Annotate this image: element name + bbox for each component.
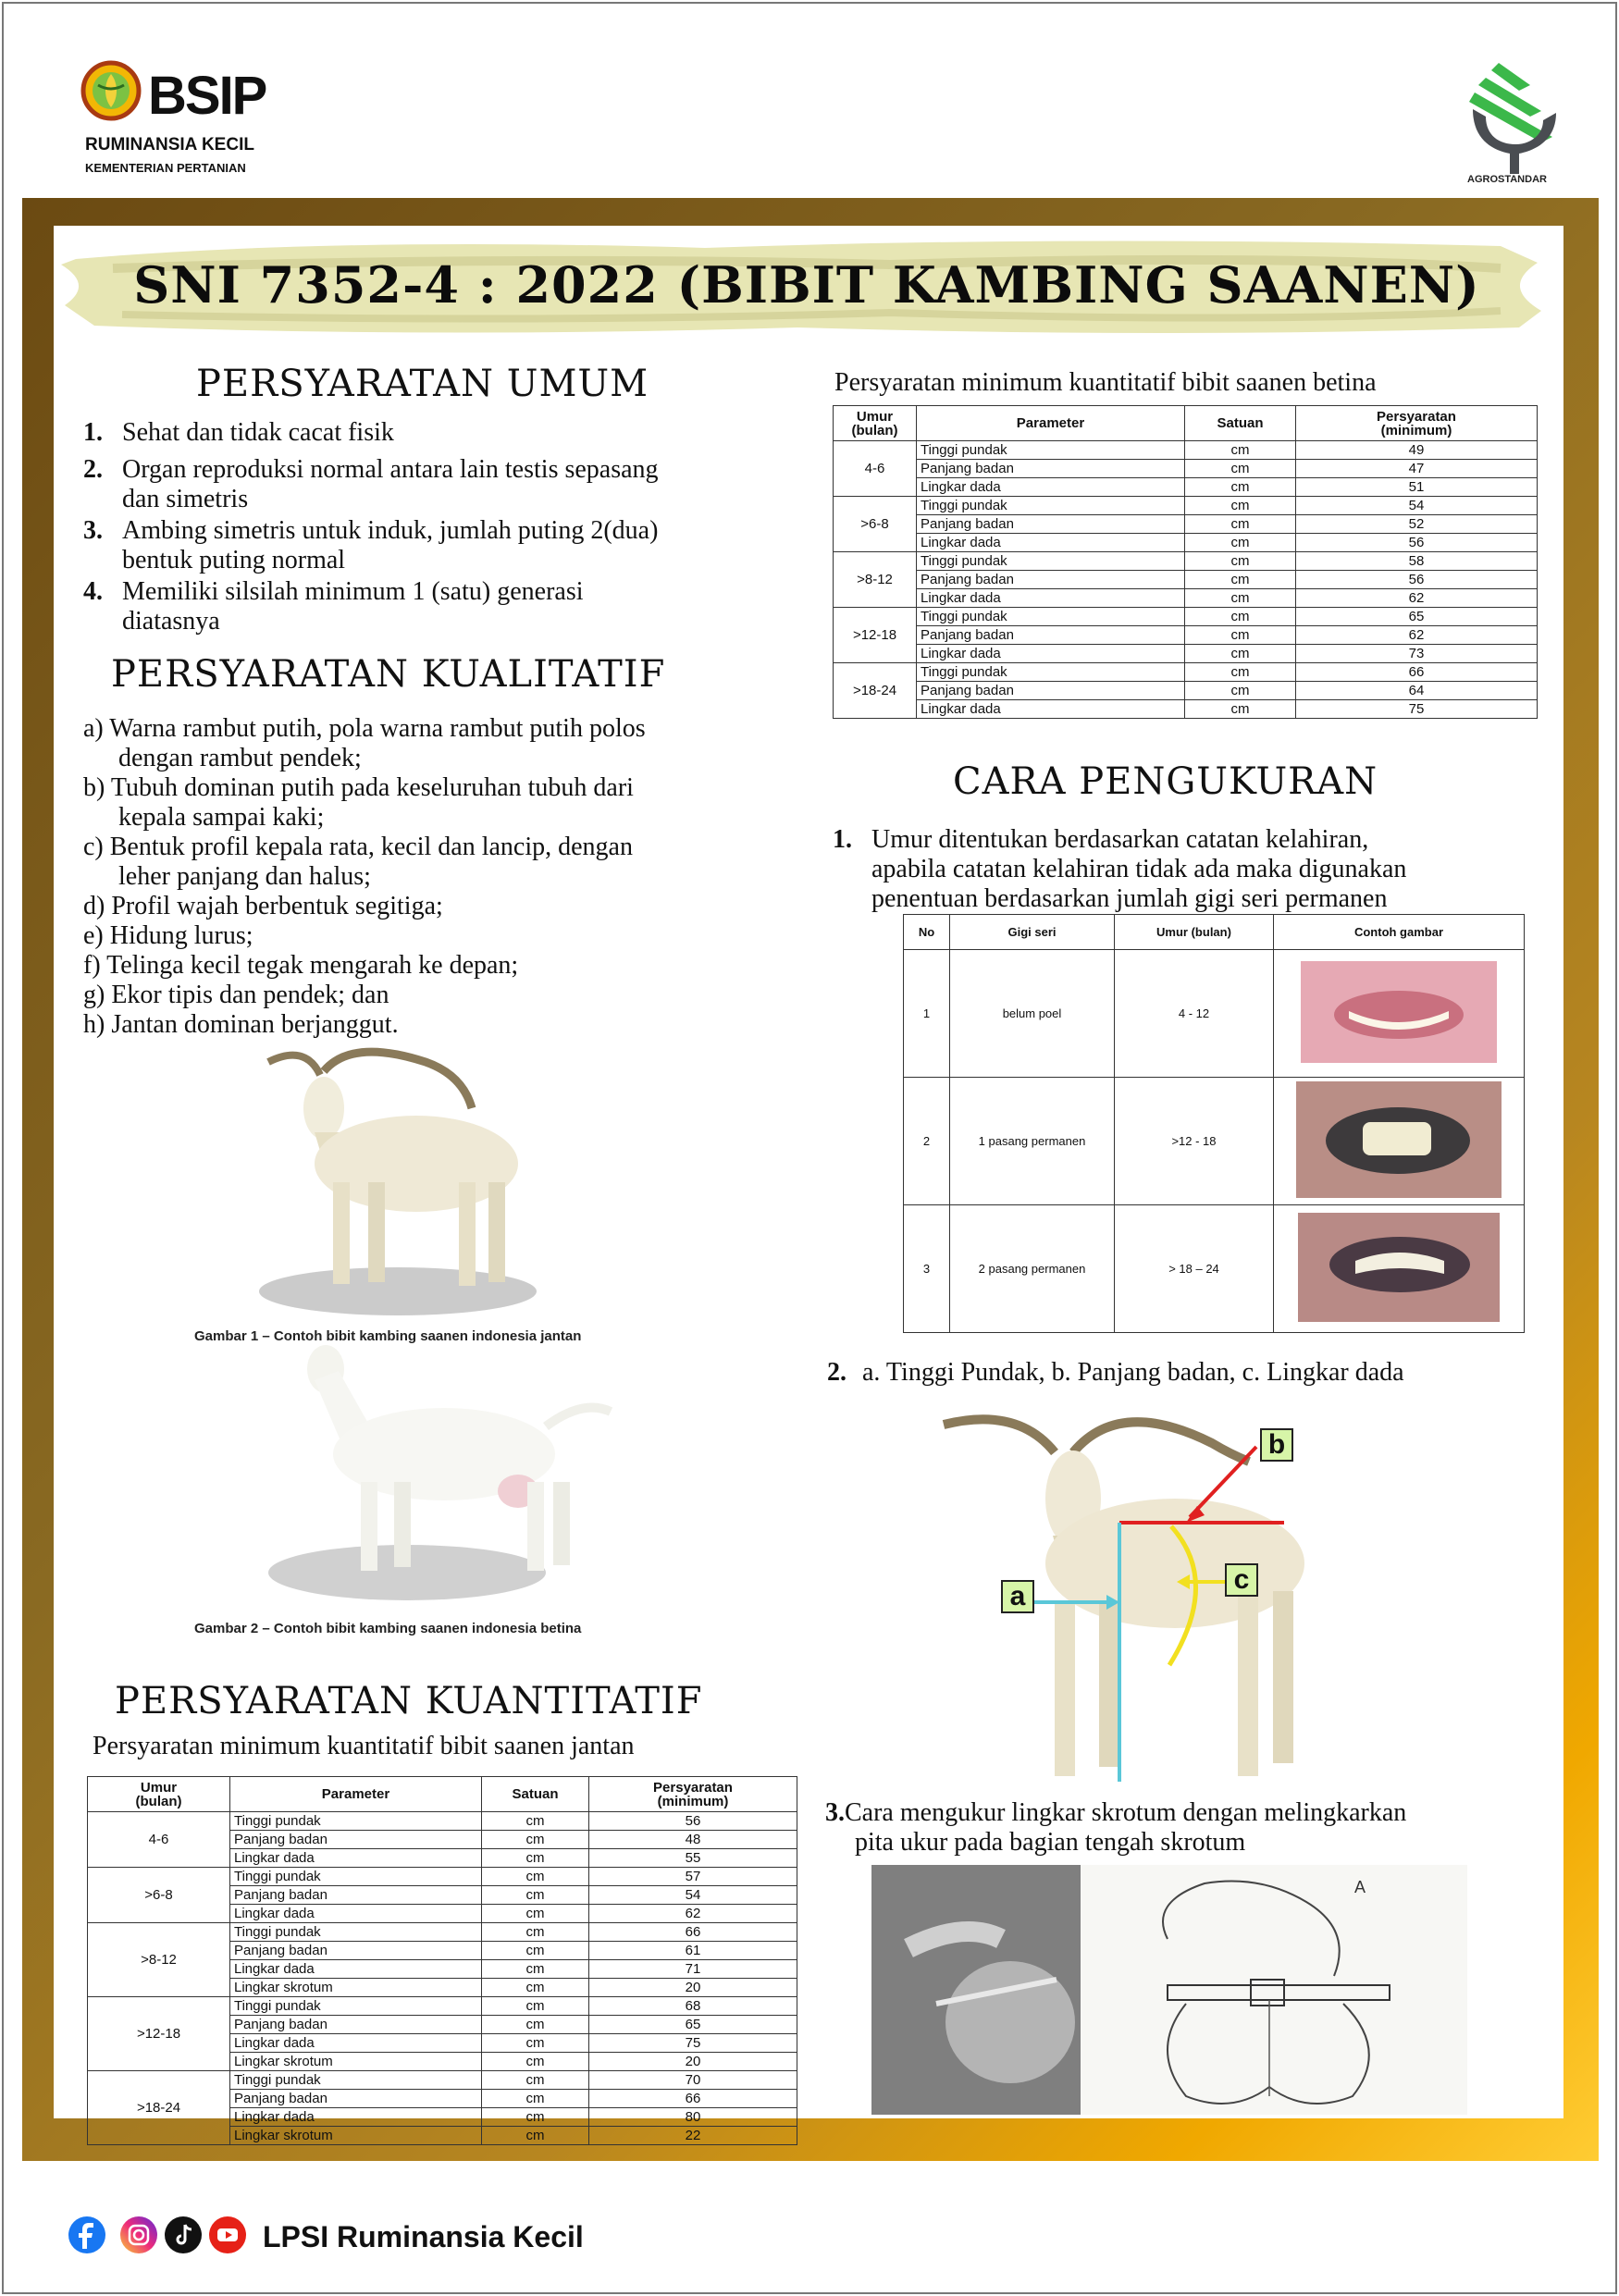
table-row — [834, 589, 1538, 608]
parameter-cell: Panjang badan — [917, 626, 1185, 645]
youtube-icon[interactable] — [209, 2216, 246, 2253]
unit-cell: cm — [482, 2090, 589, 2108]
table-row — [904, 950, 1525, 1078]
footer-org-name: LPSI Ruminansia Kecil — [263, 2220, 584, 2253]
table-row — [88, 1997, 797, 2016]
unit-cell: cm — [482, 1812, 589, 1831]
table-header — [88, 1777, 230, 1812]
umum-item-3 — [83, 516, 731, 575]
umum-item-text-cont: bentuk puting normal — [122, 546, 346, 574]
teeth-umur: 4 - 12 — [1115, 950, 1274, 1078]
table-header-text: Satuan — [1217, 415, 1264, 431]
umum-list — [83, 418, 731, 636]
parameter-cell: Lingkar dada — [230, 2108, 482, 2127]
org-subtitle: RUMINANSIA KECIL — [85, 135, 254, 154]
umum-item-2 — [83, 455, 731, 514]
unit-cell: cm — [1185, 571, 1296, 589]
unit-cell: cm — [482, 1868, 589, 1886]
cara-item-2-number: 2. — [827, 1358, 847, 1387]
parameter-cell: Tinggi pundak — [230, 1997, 482, 2016]
age-cell: >12-18 — [88, 1997, 230, 2071]
minimum-cell: 47 — [1296, 460, 1538, 478]
minimum-cell: 22 — [589, 2127, 797, 2145]
table-row — [834, 571, 1538, 589]
parameter-cell: Lingkar dada — [917, 478, 1185, 497]
tiktok-icon[interactable] — [165, 2216, 202, 2253]
table-header-text: Umur — [856, 408, 894, 425]
minimum-cell: 62 — [589, 1905, 797, 1923]
unit-cell: cm — [1185, 645, 1296, 663]
parameter-cell: Panjang badan — [230, 2090, 482, 2108]
table-row — [834, 626, 1538, 645]
unit-cell: cm — [1185, 460, 1296, 478]
kualitatif-item — [83, 892, 805, 921]
org-ministry: KEMENTERIAN PERTANIAN — [85, 161, 246, 175]
scrotum-measurement-images — [871, 1865, 1467, 2115]
facebook-icon[interactable] — [68, 2216, 105, 2253]
minimum-cell: 48 — [589, 1831, 797, 1849]
kualitatif-item-text: h) Jantan dominan berjanggut. — [83, 1010, 399, 1039]
unit-cell: cm — [1185, 682, 1296, 700]
unit-cell: cm — [482, 1979, 589, 1997]
unit-cell: cm — [482, 1942, 589, 1960]
table-row — [834, 534, 1538, 552]
cara-item-1-text: apabila catatan kelahiran tidak ada maka digunakan — [871, 855, 1407, 883]
umum-item-1 — [83, 418, 731, 448]
agrostandar-label: AGROSTANDAR — [1467, 174, 1547, 185]
table-row — [834, 441, 1538, 460]
umum-item-number: 1. — [83, 418, 103, 447]
unit-cell: cm — [482, 2053, 589, 2071]
umum-item-number: 2. — [83, 455, 103, 484]
minimum-cell: 49 — [1296, 441, 1538, 460]
minimum-cell: 73 — [1296, 645, 1538, 663]
minimum-cell: 66 — [589, 1923, 797, 1942]
cara-item-1 — [833, 825, 1554, 914]
teeth-gigi: 1 pasang permanen — [950, 1078, 1115, 1205]
age-cell: >6-8 — [88, 1868, 230, 1923]
kualitatif-heading: PERSYARATAN KUALITATIF — [111, 653, 666, 696]
unit-cell: cm — [1185, 534, 1296, 552]
unit-cell: cm — [482, 1960, 589, 1979]
table-header-text: (minimum) — [1380, 422, 1452, 438]
age-cell: >18-24 — [88, 2071, 230, 2145]
table-row — [834, 663, 1538, 682]
teeth-gigi: belum poel — [950, 950, 1115, 1078]
minimum-cell: 54 — [1296, 497, 1538, 515]
umum-item-text: Organ reproduksi normal antara lain testis sepasang — [122, 455, 659, 484]
umum-item-text: Memiliki silsilah minimum 1 (satu) generasi — [122, 577, 584, 606]
table-header-text: Parameter — [1016, 415, 1085, 431]
kualitatif-item — [83, 951, 805, 981]
table-header-text: (bulan) — [135, 1793, 182, 1809]
unit-cell: cm — [482, 2127, 589, 2145]
minimum-cell: 57 — [589, 1868, 797, 1886]
measure-label-b: b — [1260, 1428, 1293, 1462]
unit-cell: cm — [482, 1831, 589, 1849]
age-cell: >8-12 — [88, 1923, 230, 1997]
unit-cell: cm — [482, 2108, 589, 2127]
parameter-cell: Tinggi pundak — [917, 497, 1185, 515]
teeth-gigi: 2 pasang permanen — [950, 1205, 1115, 1333]
cara-item-3-number: 3. — [825, 1798, 845, 1827]
measurement-goat-diagram — [934, 1406, 1369, 1795]
minimum-cell: 66 — [589, 2090, 797, 2108]
teeth-no: 3 — [904, 1205, 950, 1333]
unit-cell: cm — [482, 2016, 589, 2034]
parameter-cell: Panjang badan — [230, 1942, 482, 1960]
minimum-cell: 20 — [589, 2053, 797, 2071]
age-cell: 4-6 — [88, 1812, 230, 1868]
table-header — [834, 406, 917, 441]
unit-cell: cm — [1185, 441, 1296, 460]
instagram-icon[interactable] — [120, 2216, 157, 2253]
table-row — [88, 1812, 797, 1831]
cara-item-1-number: 1. — [833, 825, 852, 854]
kualitatif-item — [83, 833, 805, 892]
cara-item-3-text: Cara mengukur lingkar skrotum dengan melingkarkan — [845, 1798, 1407, 1827]
cara-item-1-text: Umur ditentukan berdasarkan catatan kelahiran, — [871, 825, 1369, 854]
table-header-text: Persyaratan — [653, 1779, 733, 1796]
parameter-cell: Tinggi pundak — [917, 441, 1185, 460]
parameter-cell: Tinggi pundak — [230, 1923, 482, 1942]
parameter-cell: Panjang badan — [230, 1831, 482, 1849]
kualitatif-item-text-cont: leher panjang dan halus; — [118, 862, 371, 891]
cara-item-3 — [825, 1798, 1584, 1858]
teeth-header-contoh: Contoh gambar — [1274, 915, 1525, 950]
age-cell: >8-12 — [834, 552, 917, 608]
minimum-cell: 54 — [589, 1886, 797, 1905]
measure-label-a: a — [1001, 1580, 1034, 1613]
age-cell: >12-18 — [834, 608, 917, 663]
parameter-cell: Lingkar skrotum — [230, 2127, 482, 2145]
unit-cell: cm — [482, 2034, 589, 2053]
unit-cell: cm — [1185, 663, 1296, 682]
table-row — [904, 1078, 1525, 1205]
table-header-text: Parameter — [321, 1786, 390, 1802]
table-row — [834, 700, 1538, 719]
unit-cell: cm — [482, 1997, 589, 2016]
unit-cell: cm — [1185, 608, 1296, 626]
kualitatif-item-text: a) Warna rambut putih, pola warna rambut putih polos — [83, 714, 646, 743]
kualitatif-item-text-cont: kepala sampai kaki; — [118, 803, 325, 832]
figure-1-caption: Gambar 1 – Contoh bibit kambing saanen indonesia jantan — [194, 1328, 582, 1344]
teeth-photo-cell — [1274, 1078, 1525, 1205]
table-header — [482, 1777, 589, 1812]
kualitatif-item-text: g) Ekor tipis dan pendek; dan — [83, 981, 389, 1009]
minimum-cell: 56 — [589, 1812, 797, 1831]
kualitatif-item — [83, 981, 805, 1010]
minimum-cell: 55 — [589, 1849, 797, 1868]
kualitatif-item-text: c) Bentuk profil kepala rata, kecil dan lancip, dengan — [83, 833, 633, 861]
betina-requirements-table — [833, 405, 1538, 719]
table-header — [917, 406, 1185, 441]
umum-item-text-cont: dan simetris — [122, 485, 249, 513]
table-row — [88, 1868, 797, 1886]
agrostandar-logo-icon — [1464, 57, 1565, 178]
male-goat-image — [241, 1043, 574, 1321]
minimum-cell: 56 — [1296, 534, 1538, 552]
teeth-age-table — [903, 914, 1525, 1333]
parameter-cell: Tinggi pundak — [230, 1868, 482, 1886]
teeth-no: 1 — [904, 950, 950, 1078]
minimum-cell: 58 — [1296, 552, 1538, 571]
unit-cell: cm — [1185, 700, 1296, 719]
minimum-cell: 75 — [589, 2034, 797, 2053]
teeth-umur: > 18 – 24 — [1115, 1205, 1274, 1333]
table-row — [834, 515, 1538, 534]
umum-item-text: Ambing simetris untuk induk, jumlah puting 2(dua) — [122, 516, 659, 545]
minimum-cell: 61 — [589, 1942, 797, 1960]
cara-item-1-text: penentuan berdasarkan jumlah gigi seri permanen — [871, 884, 1388, 913]
parameter-cell: Lingkar dada — [917, 589, 1185, 608]
unit-cell: cm — [1185, 515, 1296, 534]
parameter-cell: Lingkar dada — [230, 1905, 482, 1923]
umum-item-4 — [83, 577, 731, 636]
minimum-cell: 65 — [589, 2016, 797, 2034]
umum-item-text: Sehat dan tidak cacat fisik — [122, 418, 394, 447]
minimum-cell: 52 — [1296, 515, 1538, 534]
parameter-cell: Lingkar skrotum — [230, 2053, 482, 2071]
parameter-cell: Panjang badan — [230, 1886, 482, 1905]
cara-item-3-text: pita ukur pada bagian tengah skrotum — [855, 1828, 1246, 1857]
unit-cell: cm — [1185, 478, 1296, 497]
figure-2-caption: Gambar 2 – Contoh bibit kambing saanen indonesia betina — [194, 1621, 582, 1636]
parameter-cell: Panjang badan — [917, 460, 1185, 478]
unit-cell: cm — [482, 2071, 589, 2090]
kualitatif-item — [83, 921, 805, 951]
parameter-cell: Lingkar dada — [917, 700, 1185, 719]
teeth-photo-cell — [1274, 1205, 1525, 1333]
unit-cell: cm — [482, 1923, 589, 1942]
minimum-cell: 20 — [589, 1979, 797, 1997]
table-row — [834, 682, 1538, 700]
parameter-cell: Tinggi pundak — [230, 2071, 482, 2090]
table-header-text: Persyaratan — [1377, 408, 1456, 425]
cara-item-2-text: a. Tinggi Pundak, b. Panjang badan, c. Lingkar dada — [862, 1358, 1404, 1387]
cara-item-2 — [827, 1358, 1404, 1388]
table-row — [88, 1923, 797, 1942]
minimum-cell: 71 — [589, 1960, 797, 1979]
minimum-cell: 56 — [1296, 571, 1538, 589]
minimum-cell: 75 — [1296, 700, 1538, 719]
measure-label-c: c — [1225, 1563, 1258, 1597]
minimum-cell: 68 — [589, 1997, 797, 2016]
table-row — [834, 645, 1538, 663]
minimum-cell: 66 — [1296, 663, 1538, 682]
table-row — [88, 2071, 797, 2090]
jantan-requirements-table — [87, 1776, 797, 2145]
kualitatif-item-text-cont: dengan rambut pendek; — [118, 744, 362, 772]
table-row — [834, 460, 1538, 478]
kualitatif-item-text: e) Hidung lurus; — [83, 921, 253, 950]
parameter-cell: Lingkar dada — [230, 2034, 482, 2053]
umum-item-number: 4. — [83, 577, 103, 606]
kualitatif-item — [83, 773, 805, 833]
parameter-cell: Tinggi pundak — [230, 1812, 482, 1831]
table-header — [589, 1777, 797, 1812]
teeth-umur: >12 - 18 — [1115, 1078, 1274, 1205]
teeth-photo-1 — [1301, 961, 1497, 1063]
teeth-photo-cell — [1274, 950, 1525, 1078]
minimum-cell: 51 — [1296, 478, 1538, 497]
unit-cell: cm — [482, 1849, 589, 1868]
umum-heading: PERSYARATAN UMUM — [196, 363, 649, 405]
minimum-cell: 70 — [589, 2071, 797, 2090]
teeth-header-gigi: Gigi seri — [950, 915, 1115, 950]
parameter-cell: Tinggi pundak — [917, 663, 1185, 682]
parameter-cell: Panjang badan — [230, 2016, 482, 2034]
cara-heading: CARA PENGUKURAN — [953, 760, 1378, 803]
unit-cell: cm — [1185, 626, 1296, 645]
unit-cell: cm — [482, 1905, 589, 1923]
unit-cell: cm — [482, 1886, 589, 1905]
table-header — [1185, 406, 1296, 441]
table-row — [834, 478, 1538, 497]
table-header-text: Umur — [140, 1779, 178, 1796]
kualitatif-item-text: d) Profil wajah berbentuk segitiga; — [83, 892, 443, 920]
age-cell: 4-6 — [834, 441, 917, 497]
table-row — [904, 1205, 1525, 1333]
parameter-cell: Lingkar dada — [917, 534, 1185, 552]
table-row — [834, 497, 1538, 515]
parameter-cell: Panjang badan — [917, 515, 1185, 534]
teeth-header-umur: Umur (bulan) — [1115, 915, 1274, 950]
table-header-text: Satuan — [512, 1786, 559, 1802]
org-name: BSIP — [148, 66, 266, 126]
kuantitatif-heading: PERSYARATAN KUANTITATIF — [115, 1680, 703, 1722]
sketch-label: A — [1354, 1878, 1366, 1896]
unit-cell: cm — [1185, 589, 1296, 608]
minimum-cell: 80 — [589, 2108, 797, 2127]
minimum-cell: 64 — [1296, 682, 1538, 700]
kualitatif-item — [83, 1010, 805, 1040]
table-header-text: (minimum) — [657, 1793, 729, 1809]
age-cell: >6-8 — [834, 497, 917, 552]
kualitatif-item-text: f) Telinga kecil tegak mengarah ke depan; — [83, 951, 519, 980]
kualitatif-list — [83, 714, 805, 1040]
parameter-cell: Panjang badan — [917, 571, 1185, 589]
jantan-table-subtitle: Persyaratan minimum kuantitatif bibit saanen jantan — [93, 1732, 635, 1760]
table-header — [230, 1777, 482, 1812]
kualitatif-item-text: b) Tubuh dominan putih pada keseluruhan tubuh dari — [83, 773, 634, 802]
minimum-cell: 62 — [1296, 589, 1538, 608]
table-header-text: (bulan) — [851, 422, 898, 438]
table-header — [1296, 406, 1538, 441]
teeth-photo-3 — [1298, 1213, 1500, 1322]
unit-cell: cm — [1185, 497, 1296, 515]
parameter-cell: Lingkar dada — [230, 1960, 482, 1979]
parameter-cell: Lingkar dada — [917, 645, 1185, 663]
table-row — [834, 608, 1538, 626]
parameter-cell: Lingkar dada — [230, 1849, 482, 1868]
parameter-cell: Tinggi pundak — [917, 552, 1185, 571]
teeth-photo-2 — [1296, 1081, 1502, 1198]
betina-table-subtitle: Persyaratan minimum kuantitatif bibit saanen betina — [834, 368, 1377, 397]
teeth-no: 2 — [904, 1078, 950, 1205]
umum-item-number: 3. — [83, 516, 103, 545]
female-goat-image — [250, 1343, 620, 1619]
kualitatif-item — [83, 714, 805, 773]
table-row — [834, 552, 1538, 571]
unit-cell: cm — [1185, 552, 1296, 571]
minimum-cell: 62 — [1296, 626, 1538, 645]
parameter-cell: Tinggi pundak — [917, 608, 1185, 626]
page-title: SNI 7352-4 : 2022 (BIBIT KAMBING SAANEN) — [133, 255, 1480, 315]
teeth-header-no: No — [904, 915, 950, 950]
minimum-cell: 65 — [1296, 608, 1538, 626]
parameter-cell: Panjang badan — [917, 682, 1185, 700]
umum-item-text-cont: diatasnya — [122, 607, 220, 636]
age-cell: >18-24 — [834, 663, 917, 719]
parameter-cell: Lingkar skrotum — [230, 1979, 482, 1997]
